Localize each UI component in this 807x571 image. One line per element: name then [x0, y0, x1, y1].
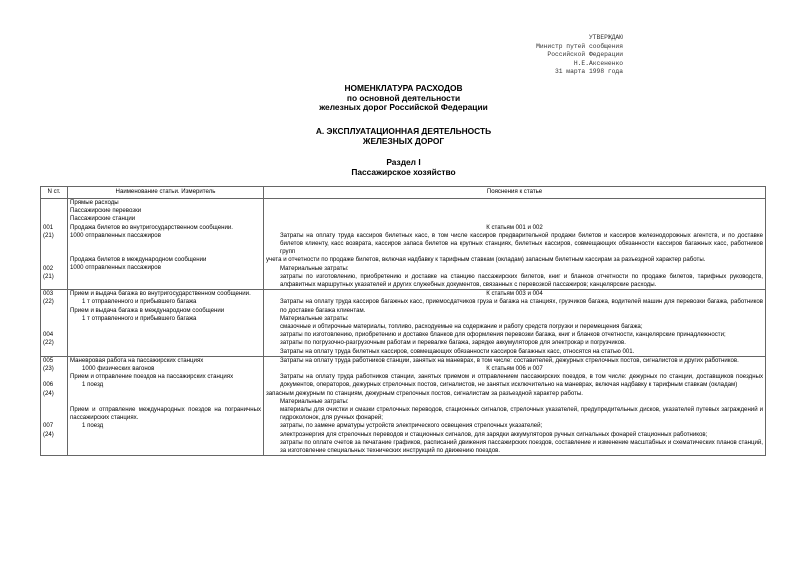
explanation-text: запасным дежурным по станциям, дежурным стрелочных постов, сигналистам за разъездной характер работы.: [266, 389, 583, 397]
explanation-text: учета и отчетности по продаже билетов, включая надбавку к тарифным ставкам (окладам) запасным билетным кассирам за разъездной характер работы.: [266, 256, 706, 264]
approval-line: Министр путей сообщения: [536, 42, 623, 50]
explanation-text: Затраты на оплату труда работников станции, занятых приемом и отправлением пассажирских поездов, в том числе: дежурных по станции, доставщиков поездных документов, операторов, дежурных стрелочных постов, сигналистов, не занятых исключительно на маневрах, включая надбавку к тарифным ставкам (окладам): [280, 373, 763, 389]
header-number: N ст.: [41, 187, 68, 199]
article-number: 002 (21): [43, 264, 54, 280]
explanation-text: затраты по изготовлению, приобретению и доставке на станцию пассажирских билетов, книг и бланков отчетности по продаже билетов, тарифных руководств, алфавитных маршрутных указателей и других служебных документов, связанных с перевозкой пассажиров; канцелярские расходы.: [280, 272, 763, 289]
name-cell: [68, 199, 264, 290]
article-measure: 1 т отправленного и прибывшего багажа: [82, 314, 197, 322]
article-reference: К статьям 003 и 004: [486, 290, 543, 298]
article-number: 006 (24): [43, 381, 54, 397]
explanation-text: смазочные и обтирочные материалы, топливо, расходуемые на содержание и работу средств погрузки и перемещения багажа;: [280, 323, 643, 331]
explanation-text: затраты, по замене арматуры устройств электрического освещения стрелочных указателей;: [280, 422, 543, 430]
article-reference: К статьям 006 и 007: [486, 365, 543, 373]
expense-table: [40, 186, 766, 456]
article-number: 007 (24): [43, 422, 54, 438]
explanation-text: материалы для очистки и смазки стрелочных переводов, стационных сигналов, стрелочных указателей, предупредительных дисков, указателей путевых заграждений и гидроколонок, для ручных фонарей;: [280, 406, 763, 422]
explanation-cell: [264, 356, 766, 455]
part-line: Раздел I: [386, 157, 421, 167]
section-line: А. ЭКСПЛУАТАЦИОННАЯ ДЕЯТЕЛЬНОСТЬ: [315, 126, 492, 136]
article-name: Прием и отправление поездов на пассажирских станциях: [70, 373, 234, 381]
part-line: Пассажирское хозяйство: [351, 166, 456, 177]
article-name: Продажа билетов во внутригосударственном сообщении.: [70, 223, 233, 231]
explanation-cell: [264, 290, 766, 357]
category-label: Пассажирские станции: [70, 215, 136, 223]
article-number: 005 (23): [43, 356, 54, 373]
explanation-text: затраты по оплате счетов за печатание графиков, расписаний движения пассажирских поездов, составление и изменение масштабных и схематических планов станций, за изготовление специальных технических инструкций по движению поездов.: [280, 438, 763, 455]
explanation-text: затраты по погрузочно-разгрузочным работам и перевалке багажа, зарядке аккумуляторов для электрокар и погрузчиков.: [280, 339, 626, 347]
document-title: [0, 84, 807, 113]
explanation-text: Затраты на оплату труда билетных кассиров, совмещающих обязанности кассиров багажных касс, относятся на статью 001.: [280, 347, 635, 355]
explanation-text: Материальные затраты:: [280, 264, 349, 272]
article-measure: 1000 физических вагонов: [82, 365, 155, 373]
explanation-text: Затраты на оплату труда кассиров билетных касс, в том числе кассиров предварительной продажи билетов и кассиров железнодорожных агентств, и по доставке билетов клиенту, касс возврата, кассиров запаса билетов на крупных станциях, билетных кассиров, совмещающих обязанности кассиров багажных касс, работников групп: [280, 231, 763, 256]
article-number: 001 (21): [43, 223, 54, 239]
article-number: 003 (22): [43, 290, 54, 306]
table-row: [41, 356, 766, 455]
explanation-cell: [264, 199, 766, 290]
category-label: Пассажирские перевозки: [70, 207, 142, 215]
table-row: [41, 199, 766, 290]
explanation-text: Затраты на оплату труда работников станции, занятых на маневрах, в том числе: составителей, дежурных стрелочных постов, сигналистов и других работников.: [280, 356, 739, 364]
article-name: Прием и выдача багажа в международном сообщении: [70, 306, 225, 314]
number-cell: [41, 356, 68, 455]
article-reference: К статьям 001 и 002: [486, 223, 543, 231]
title-line: по основной деятельности: [346, 92, 461, 103]
header-name: Наименование статьи. Измеритель: [68, 187, 264, 199]
approval-line: 31 марта 1998 года: [554, 68, 623, 76]
name-cell: [68, 356, 264, 455]
approval-line: Российской Федерации: [547, 51, 623, 59]
section-line: ЖЕЛЕЗНЫХ ДОРОГ: [362, 135, 445, 146]
explanation-text: электроэнергия для стрелочных переводов и стационных сигналов, для зарядки аккумуляторов ручных сигнальных фонарей стационных работников;: [280, 430, 708, 438]
table-row: [41, 290, 766, 357]
number-cell: [41, 290, 68, 357]
title-line: железных дорог Российской Федерации: [319, 102, 488, 113]
article-measure: 1000 отправленных пассажиров: [70, 264, 161, 272]
explanation-text: Материальные затраты:: [280, 397, 349, 405]
explanation-text: Материальные затраты:: [280, 314, 349, 322]
approval-line: Н.Е.Аксененко: [573, 59, 623, 67]
article-measure: 1 т отправленного и прибывшего багажа: [82, 298, 197, 306]
article-number: 004 (22): [43, 331, 54, 347]
header-explanation: Пояснения к статье: [264, 187, 766, 199]
approval-line: УТВЕРЖДАЮ: [588, 34, 623, 41]
section-title: [0, 127, 807, 146]
title-line: НОМЕНКЛАТУРА РАСХОДОВ: [344, 83, 463, 93]
explanation-text: затраты по изготовлению, приобретению и доставке бланков для оформления перевозки багажа, книг и бланков отчетности, канцелярские принадлежности;: [280, 331, 726, 339]
article-measure: 1000 отправленных пассажиров: [70, 231, 161, 239]
category-label: Прямые расходы: [70, 199, 119, 206]
explanation-text: Затраты на оплату труда кассиров багажных касс, приемосдатчиков груза и багажа на станциях, грузчиков багажа, водителей машин для перевозки багажа, работников по доставке багажа клиентам.: [280, 298, 763, 314]
table-header-row: [41, 187, 766, 199]
part-title: [0, 158, 807, 177]
article-name: Прием и выдача багажа во внутригосударственном сообщении.: [70, 290, 251, 298]
article-name: Маневровая работа на пассажирских станциях: [70, 356, 204, 364]
name-cell: [68, 290, 264, 357]
article-name: Продажа билетов в международном сообщении: [70, 256, 207, 264]
approval-stamp: [536, 34, 623, 77]
article-measure: 1 поезд: [82, 381, 104, 389]
number-cell: [41, 199, 68, 290]
article-measure: 1 поезд: [82, 422, 104, 430]
article-name: Прием и отправление международных поездов на пограничных пассажирских станциях.: [70, 405, 261, 421]
